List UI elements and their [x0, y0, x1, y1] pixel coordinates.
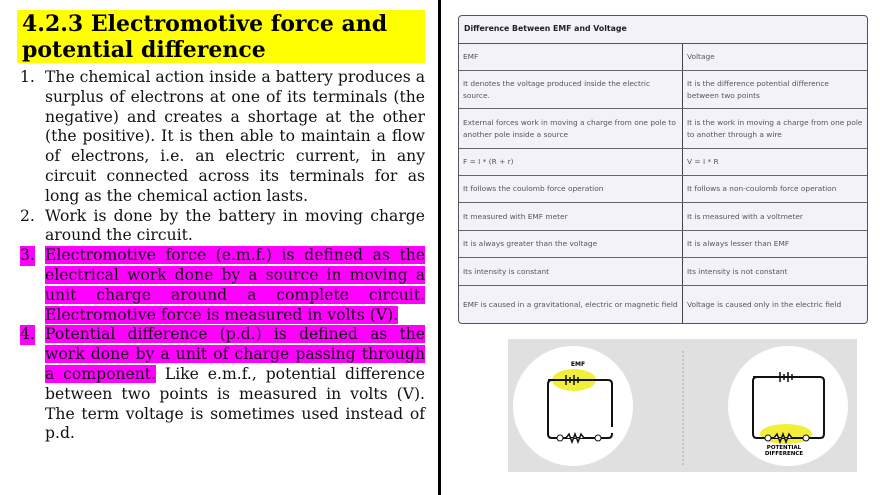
highlighted-text: Electromotive force (e.m.f.) is defined as the electrical work done by a source in moving a unit charge around a complete circuit. Electromotive force is measured in volts (V).	[45, 246, 425, 324]
notes-panel	[17, 10, 425, 444]
voltage-cell: It is measured with a voltmeter	[682, 203, 867, 230]
item-number: 2.	[20, 206, 35, 225]
table-row	[459, 149, 867, 176]
item-number: 3.	[20, 246, 35, 265]
table-title: Difference Between EMF and Voltage	[459, 16, 867, 44]
emf-cell: It follows the coulomb force operation	[463, 184, 604, 193]
item-number: 1.	[20, 68, 35, 86]
emf-cell: It is always greater than the voltage	[463, 239, 598, 248]
emf-cell: F = I * (R + r)	[463, 157, 514, 166]
voltage-cell: Voltage	[682, 44, 867, 70]
list-item	[17, 68, 425, 207]
table-row	[459, 231, 867, 258]
list-item	[17, 325, 425, 444]
table-row	[459, 176, 867, 203]
pd-circuit	[728, 346, 848, 466]
emf-cell: External forces work in moving a charge from one pole to another pole inside a source	[463, 117, 676, 139]
item-number: 4.	[20, 325, 35, 344]
divider	[438, 0, 441, 495]
list-item	[17, 207, 425, 247]
emf-cell: It denotes the voltage produced inside the electric source.	[463, 78, 651, 100]
table-row	[459, 71, 867, 109]
table-row	[459, 258, 867, 286]
list-item	[17, 246, 425, 325]
emf-cell: Its intensity is constant	[463, 266, 550, 276]
circuit-diagram	[508, 339, 857, 472]
voltage-cell: V = I * R	[682, 149, 867, 175]
voltage-cell: It is the work in moving a charge from one pole to another through a wire	[682, 109, 867, 148]
emf-label: EMF	[570, 361, 586, 368]
emf-cell: EMF	[463, 52, 479, 61]
emf-cell: It measured with EMF meter	[463, 211, 568, 221]
pd-label: POTENTIAL	[766, 445, 802, 451]
pd-label: DIFFERENCE	[764, 451, 804, 457]
item-text: Like e.m.f., potential difference between two points is measured in volts (V). The term voltage is sometimes used instead of p.d.	[45, 364, 425, 443]
section-heading: 4.2.3 Electromotive force and potential difference	[17, 10, 425, 63]
table-row	[459, 109, 867, 149]
voltage-cell: It is the difference potential difference between two points	[682, 71, 867, 108]
comparison-table	[458, 15, 868, 324]
table-row	[459, 203, 867, 231]
table-header-row	[459, 44, 867, 71]
highlighted-text: Potential difference (p.d.) is defined as the work done by a unit of charge passing through a component.	[45, 325, 425, 383]
notes-list	[17, 68, 425, 444]
voltage-cell: It follows a non-coulomb force operation	[682, 176, 867, 202]
emf-circuit	[513, 346, 633, 466]
item-text: Work is done by the battery in moving charge around the circuit.	[45, 206, 425, 245]
voltage-cell: Its intensity is not constant	[682, 258, 867, 285]
voltage-cell: It is always lesser than EMF	[682, 231, 867, 257]
table-row	[459, 286, 867, 324]
item-text: The chemical action inside a battery produces a surplus of electrons at one of its terminals (the negative) and creates a shortage at the other (the positive). It is then able to maintain a flow of electrons, i.e. an electric current, in any circuit connected across its terminals for as long as the chemical action lasts.	[45, 68, 425, 205]
emf-cell: EMF is caused in a gravitational, electric or magnetic field	[463, 300, 678, 309]
voltage-cell: Voltage is caused only in the electric field	[682, 286, 867, 324]
